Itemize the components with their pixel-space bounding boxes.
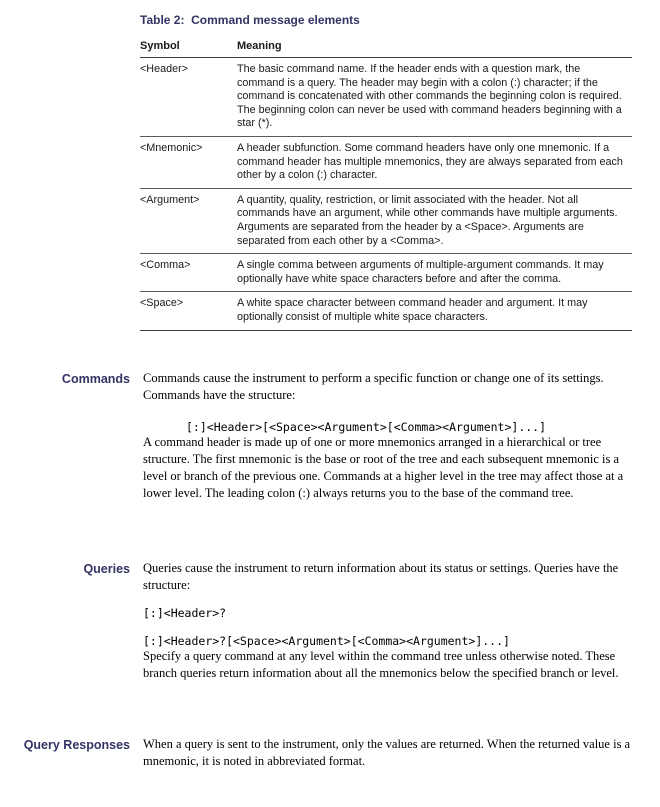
table-row <box>140 58 632 137</box>
table-row <box>140 137 632 189</box>
symbol-cell: <Space> <box>140 297 184 310</box>
queries-syntax-code-short: [:]<Header>? <box>143 606 227 620</box>
table-row <box>140 254 632 292</box>
commands-syntax-code: [:]<Header>[<Space><Argument>[<Comma><Argument>]...] <box>186 420 547 434</box>
meaning-cell: The basic command name. If the header ends with a question mark, the command is a query. The header may begin with a colon (:) character; if the command is concatenated with other commands the beginning colon is required. The beginning colon can never be used with command headers beginning with a star (*). <box>237 63 622 130</box>
section-heading-commands: Commands <box>61 372 130 386</box>
query-responses-paragraph: When a query is sent to the instrument, only the values are returned. When the returned value is a mnemonic, it is noted in abbreviated format. <box>143 737 631 768</box>
queries-section <box>0 560 660 682</box>
queries-intro-paragraph: Queries cause the instrument to return information about its status or settings. Queries have the structure: <box>143 561 619 592</box>
table-header-row <box>140 40 632 58</box>
table-title: Table 2: Command message elements <box>140 13 360 27</box>
command-message-elements-table <box>140 13 632 331</box>
commands-intro-paragraph: Commands cause the instrument to perform a specific function or change one of its settings. Commands have the structure: <box>143 371 604 402</box>
table-row <box>140 189 632 254</box>
meaning-cell: A single comma between arguments of multiple-argument commands. It may optionally have white space characters before and after the comma. <box>237 259 604 285</box>
section-heading-queries: Queries <box>83 562 130 576</box>
section-heading-query-responses: Query Responses <box>23 738 130 752</box>
symbol-cell: <Mnemonic> <box>140 141 203 154</box>
symbol-cell: <Header> <box>140 63 189 75</box>
meaning-cell: A white space character between command header and argument. It may optionally consist of multiple white space characters. <box>237 297 588 323</box>
commands-description-paragraph: A command header is made up of one or more mnemonics arranged in a hierarchical or tree structure. The first mnemonic is the base or root of the tree and each subsequent mnemonic is a level or branch of the previous one. Commands at a higher level in the tree may affect those at a lower level. The leading colon (:) always returns you to the base of the command tree. <box>143 435 624 500</box>
meaning-cell: A header subfunction. Some command headers have only one mnemonic. If a command header has multiple mnemonics, they are always separated from each other by a colon (:) character. <box>237 141 623 182</box>
queries-syntax-code-long: [:]<Header>?[<Space><Argument>[<Comma><Argument>]...] <box>143 634 510 648</box>
meaning-cell: A quantity, quality, restriction, or limit associated with the header. Not all commands have an argument, while other commands have multiple arguments. Arguments are separated from the header by a <Space>. Arguments are separated from each other by a <Comma>. <box>237 193 618 247</box>
symbol-cell: <Argument> <box>140 193 200 206</box>
symbol-cell: <Comma> <box>140 259 191 272</box>
table-row <box>140 292 632 330</box>
query-responses-section <box>0 736 660 770</box>
column-header-symbol: Symbol <box>140 40 180 52</box>
queries-description-paragraph: Specify a query command at any level within the command tree unless otherwise noted. These branch queries return information about all the mnemonics below the specified branch or level. <box>143 649 619 680</box>
column-header-meaning: Meaning <box>237 40 282 52</box>
commands-section-body <box>143 370 632 502</box>
query-responses-section-body <box>143 736 632 770</box>
queries-section-body <box>143 560 632 682</box>
commands-section <box>0 370 660 502</box>
